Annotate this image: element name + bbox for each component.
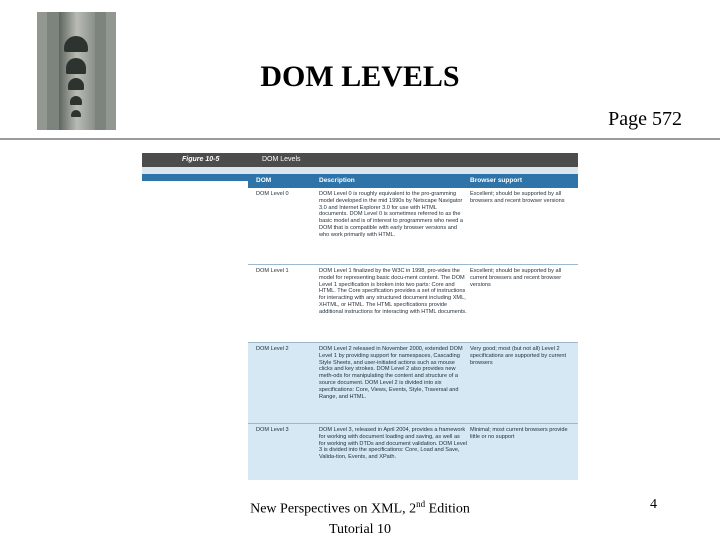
photo-arch [71,110,81,117]
dom-level-cell: DOM Level 1 [256,268,289,274]
column-header-dom: DOM [256,177,272,184]
description-cell: DOM Level 3, released in April 2004, provides a framework for working with document loading and saving, as well as for working with DTDs and document validation. DOM Level 3 is divided into the specifications: Core, Load and Save, Valida-tion, Events, and XPath. [319,427,467,461]
footer-line-1 [240,494,480,520]
slide-number: 4 [650,497,657,512]
dom-level-cell: DOM Level 3 [256,427,289,433]
dom-level-cell: DOM Level 2 [256,346,289,352]
support-cell: Minimal; most current browsers provide little or no support [470,427,568,440]
figure-header [142,153,578,167]
footer-edition: Edition [425,501,470,517]
figure-blank-margin [142,181,248,480]
description-cell: DOM Level 0 is roughly equivalent to the pro-gramming model developed in the mid 1990s by Netscape Navigator 3.0 and Internet Explorer 3.0 for use with HTML documents. DOM Level 0 is sometimes referred to as the basic model and is of interest to programmers who need a DOM that is compatible with early browser versions and who work primarily with HTML. [319,191,463,238]
footer-book-title: New Perspectives on XML, 2 [250,501,417,517]
slide-footer [240,494,480,540]
support-cell: Excellent; should be supported by all current browsers and recent browser versions [470,268,562,288]
column-header-description: Description [319,177,355,184]
figure-title: DOM Levels [262,156,301,163]
figure-subheader [142,167,578,174]
footer-line-2: Tutorial 10 [328,521,392,537]
description-cell: DOM Level 1 finalized by the W3C in 1998, pro-vides the model for representing basic docu-ment content. The DOM Level 1 specification is broken into two parts: Core and HTML. The Core specification provides a set of instructions for interacting with any structured document including XML, XHTML, or HTML. The HTML specifications provide additional instructions for interacting with HTML documents. [319,268,467,315]
support-cell: Very good; most (but not all) Level 2 specifications are supported by current browsers [470,346,567,366]
dom-level-cell: DOM Level 0 [256,191,289,197]
column-header-browser-support: Browser support [470,177,523,184]
description-cell: DOM Level 2 released in November 2000, extended DOM Level 1 by providing support for namespaces, Cascading Style Sheets, and user-initiated actions such as mouse clicks and key strokes. DOM Level 2 also provides new meth-ods for manipulating the content and structure of a source document. DOM Level 2 is divided into six specifications: Core, Views, Events, Style, Traversal and Range, and HTML. [319,346,463,400]
slide-title: DOM LEVELS [260,60,460,93]
page-reference: Page 572 [608,108,682,130]
footer-ordinal: nd [416,499,426,509]
title-divider [0,138,720,140]
photo-arch [70,96,82,105]
support-cell: Excellent; should be supported by all browsers and recent browser versions [470,191,565,204]
figure-label: Figure 10-5 [182,156,220,163]
figure-table [142,153,578,480]
